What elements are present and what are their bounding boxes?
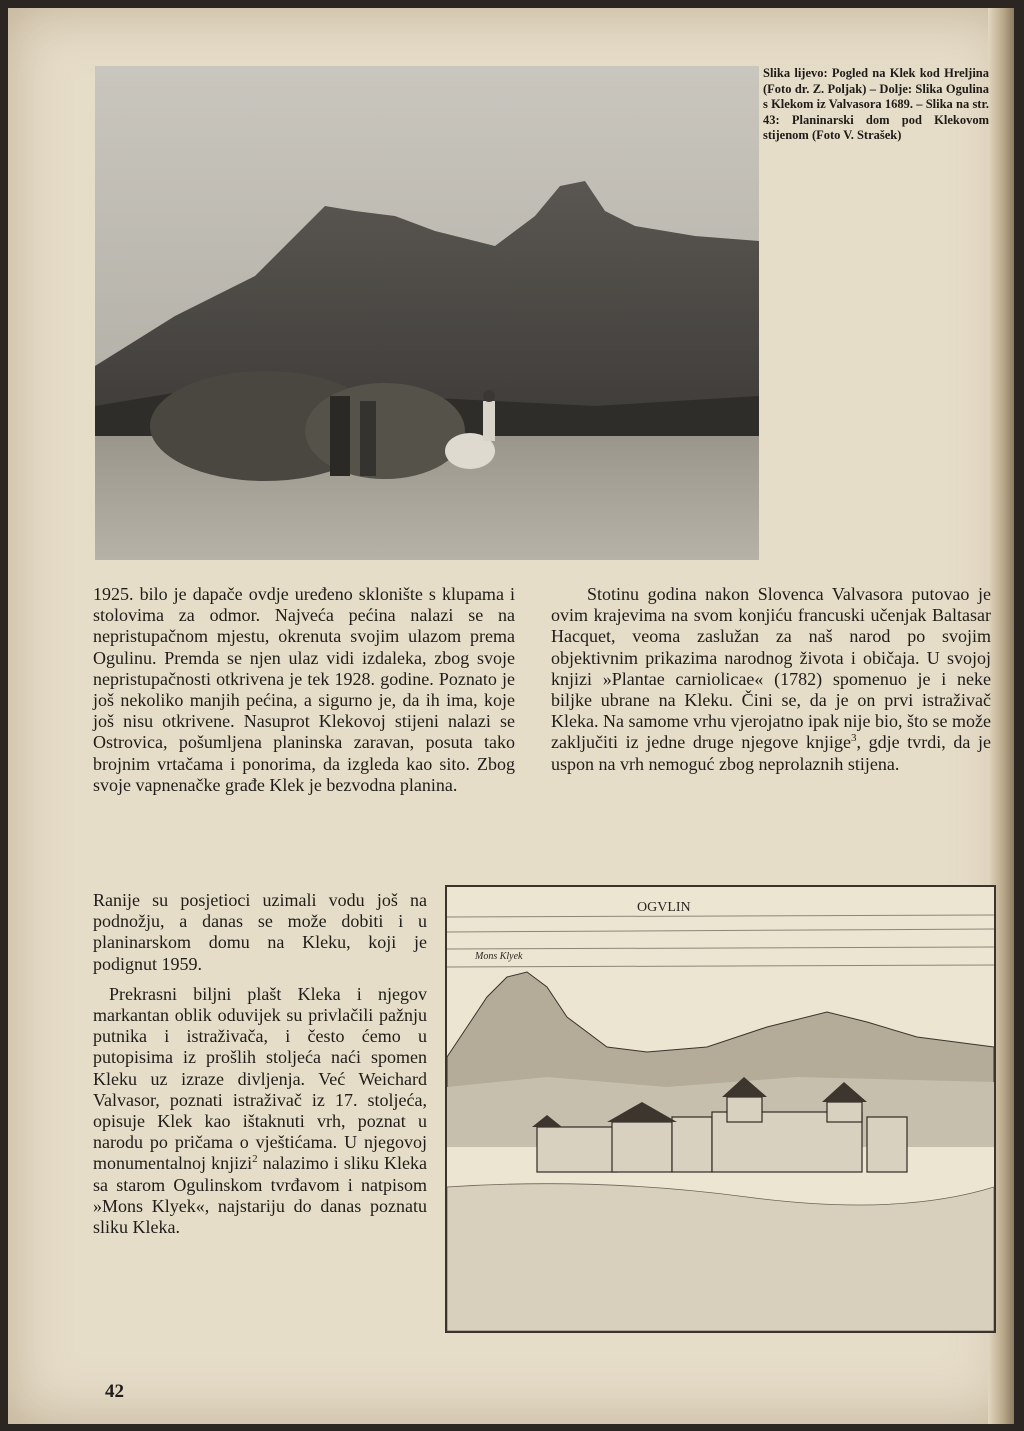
engraving-title: OGVLIN — [637, 900, 691, 915]
page-number: 42 — [105, 1381, 124, 1402]
book-page — [8, 8, 1014, 1424]
klek-photo — [95, 66, 759, 560]
left-column-bottom — [93, 890, 427, 1238]
footnote-ref: 2 — [252, 1153, 258, 1166]
left-column-top — [93, 584, 515, 796]
left-paragraph-1: 1925. bilo je dapače ovdje uređeno sklonište s klupama i stolovima za odmor. Najveća pećina nalazi se na nepristupačnom mjestu, okrenuta svojim ulazom prema Ogulinu. Premda se njen ulaz vidi izdaleka, zbog svoje nepristupačnosti otkrivena je tek 1928. godine. Poznato je još nekoliko manjih pećina, a sigurno je, da ih ima, koje još nisu otkrivene. Nasuprot Klekovoj stijeni nalazi se Ostrovica, pošumljena planinska zaravan, posuta tako brojnim vrtačama i ponorima, da izgleda kao sito. Zbog svoje vapnenačke građe Klek je bezvodna planina. — [93, 584, 515, 795]
right-paragraph: Stotinu godina nakon Slovenca Valvasora putovao je ovim krajevima na svom konjiću francuski učenjak Baltasar Hacquet, veoma zaslužan za naš narod po svojim objektivnim prikazima narodnog života i običaja. U svojoj knjizi »Plantae carniolicae« (1782) spomenuo je i neke biljke ubrane na Kleku. Čini se, da je on prvi istraživač Kleka. Na samome vrhu vjerojatno ipak nije bio, što se može zaključiti iz jedne druge njegove knjige$^3$, gdje tvrdi, da je uspon na vrh nemoguć zbog neprolaznih stijena. — [551, 584, 991, 774]
left-paragraph-1-end: Ranije su posjetioci uzimali vodu još na podnožju, a danas se može dobiti i u planinarskom domu na Kleku, koji je podignut 1959. — [93, 890, 427, 974]
ogulin-engraving — [445, 885, 996, 1333]
footnote-ref: 3 — [851, 732, 857, 745]
engraving-mountain-label: Mons Klyek — [475, 951, 523, 962]
right-column — [551, 584, 991, 775]
photo-caption: Slika lijevo: Pogled na Klek kod Hreljina (Foto dr. Z. Poljak) – Dolje: Slika Ogulina s Klekom iz Valvasora 1689. – Slika na str. 43: Planinarski dom pod Klekovom stijenom (Foto V. Strašek) — [763, 66, 989, 142]
left-paragraph-2: Prekrasni biljni plašt Kleka i njegov markantan oblik oduvijek su privlačili pažnju putnika i istraživača, i često ćemo u putopisima iz prošlih stoljeća naći spomen Kleku uz izraze divljenja. Već Weichard Valvasor, poznati istraživač iz 17. stoljeća, opisuje Klek kao ištaknuti vrh, poznat u narodu po pričama o vještićama. U njegovoj monumentalnoj knjizi$^2$ nalazimo i sliku Kleka sa starom Ogulinskom tvrđavom i natpisom »Mons Klyek«, najstariju do danas poznatu sliku Kleka. — [93, 983, 427, 1238]
